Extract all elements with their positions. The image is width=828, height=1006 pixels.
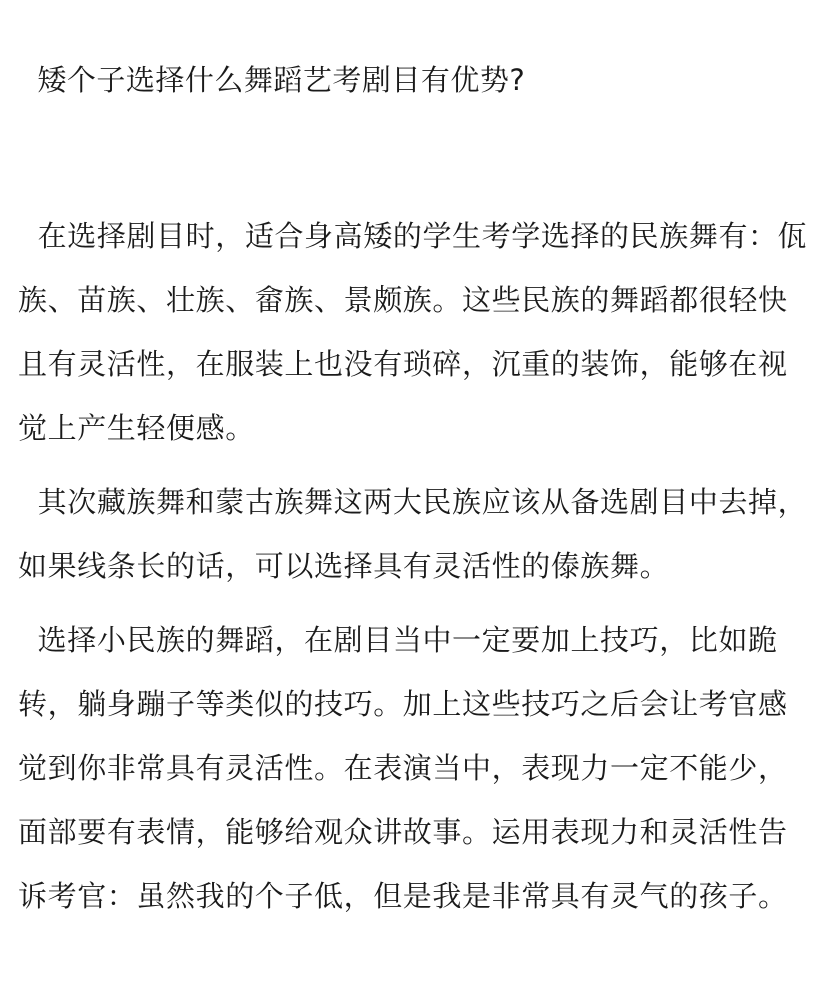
article-body xyxy=(18,204,808,938)
article-title: 矮个子选择什么舞蹈艺考剧目有优势? xyxy=(18,63,526,97)
paragraph-2: 其次藏族舞和蒙古族舞这两大民族应该从备选剧目中去掉，如果线条长的话，可以选择具有灵活性的傣族舞。 xyxy=(18,485,808,583)
paragraph-3: 选择小民族的舞蹈，在剧目当中一定要加上技巧，比如跪转，躺身蹦子等类似的技巧。加上这些技巧之后会让考官感觉到你非常具有灵活性。在表演当中，表现力一定不能少，面部要有表情，能够给观众讲故事。运用表现力和灵活性告诉考官：虽然我的个子低，但是我是非常具有灵气的孩子。 xyxy=(18,623,788,913)
paragraph-1: 在选择剧目时，适合身高矮的学生考学选择的民族舞有：佤族、苗族、壮族、畲族、景颇族。这些民族的舞蹈都很轻快且有灵活性，在服装上也没有琐碎，沉重的装饰，能够在视觉上产生轻便感。 xyxy=(18,219,808,445)
